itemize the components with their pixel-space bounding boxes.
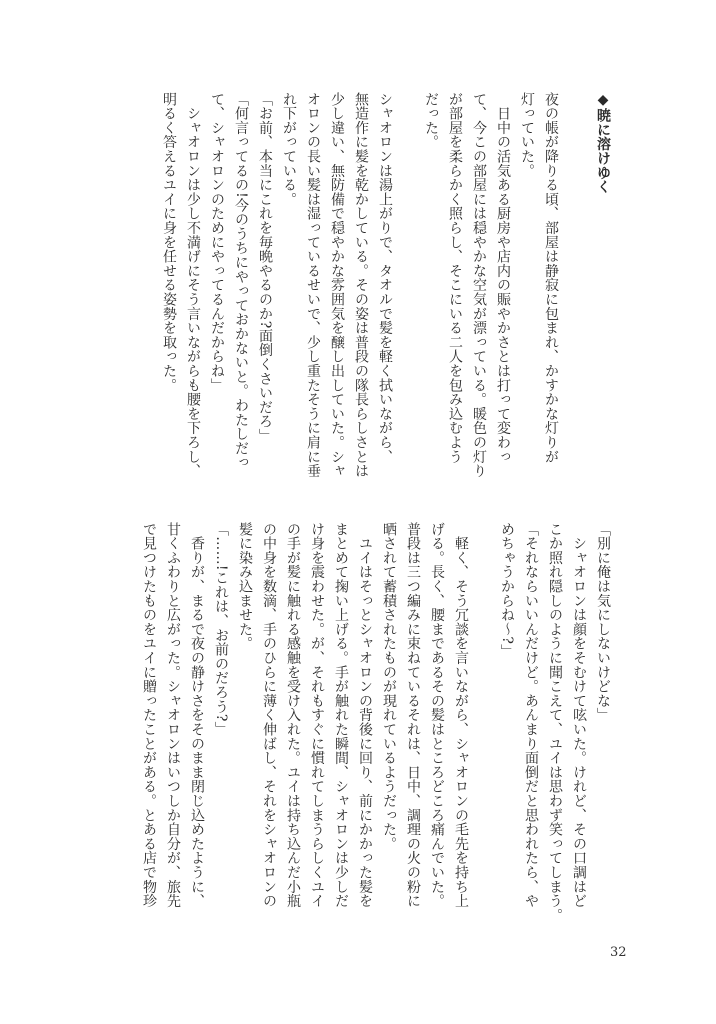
text-column: まとめて掬い上げる。手が触れた瞬間、シャオロンは少しだ	[333, 522, 349, 909]
chapter-title: ◆暁に溶けゆく	[595, 92, 611, 195]
text-column: オロンの長い髪は湿っているせいで、少し重たそうに肩に垂	[305, 92, 321, 479]
text-column: の中身を数滴、手のひらに薄く伸ばし、それをシャオロンの	[261, 522, 277, 909]
dialogue-column: 「お前、本当にこれを毎晩やるのか?面倒くさいだろ」	[257, 92, 273, 444]
text-column: 香りが、まるで夜の静けさをそのまま閉じ込めたように、	[189, 522, 205, 909]
text-column: 夜の帳が降りる頃、部屋は静寂に包まれ、かすかな灯りが	[543, 92, 559, 464]
text-column: だった。	[423, 92, 439, 150]
dialogue-column: 「何言ってるの!今のうちにやっておかないと。わたしだっ	[233, 92, 249, 470]
dialogue-column: 「別に俺は気にしないけどな」	[595, 522, 611, 723]
text-column: 日中の活気ある厨房や店内の賑やかさとは打って変わっ	[495, 92, 511, 464]
text-column: 明るく答えるユイに身を任せる姿勢を取った。	[161, 92, 177, 393]
text-column: が部屋を柔らかく照らし、そこにいる二人を包み込むよう	[447, 92, 463, 464]
text-column: 晒されて蓄積されたものが現れているようだった。	[381, 522, 397, 851]
dialogue-column: 「それならいいんだけど。あんまり面倒だと思われたら、や	[523, 522, 539, 909]
text-column: シャオロンは少し不満げにそう言いながらも腰を下ろし、	[185, 92, 201, 479]
upper-text-block	[110, 92, 615, 504]
text-column: れ下がっている。	[281, 92, 297, 207]
text-column: ユイはそっとシャオロンの背後に回り、前にかかった髪を	[357, 522, 373, 909]
text-column: 灯っていた。	[519, 92, 535, 178]
dialogue-column: めちゃうからね〜?」	[499, 522, 515, 659]
text-column: 甘くふわりと広がった。シャオロンはいつしか自分が、旅先	[165, 522, 181, 909]
page-number: 32	[610, 945, 627, 960]
text-column: 無造作に髪を乾かしている。その姿は普段の隊長らしさとは	[353, 92, 369, 479]
text-column: 髪に染み込ませた。	[237, 522, 253, 651]
text-column: て、今この部屋には穏やかな空気が漂っている。暖色の灯り	[471, 92, 487, 479]
dialogue-column: 「……!これは、お前のだろう?」	[213, 522, 229, 736]
text-column: シャオロンは湯上がりで、タオルで髪を軽く拭いながら、	[377, 92, 393, 464]
text-column: の手が髪に触れる感触を受け入れた。ユイは持ち込んだ小瓶	[285, 522, 301, 909]
text-column: こか照れ隠しのように聞こえて、ユイは思わず笑ってしまう。	[547, 522, 563, 923]
text-column: で見つけたものをユイに贈ったことがある。とある店で物珍	[141, 522, 157, 909]
text-column: 軽く、そう冗談を言いながら、シャオロンの毛先を持ち上	[453, 522, 469, 909]
text-column: 普段は三つ編みに束ねているそれは、日中、調理の火の粉に	[405, 522, 421, 909]
text-column: 少し違い、無防備で穏やかな雰囲気を醸し出していた。シャ	[329, 92, 345, 479]
dialogue-column: て、シャオロンのためにやってるんだからね」	[209, 92, 225, 393]
text-column: け身を震わせた。が、それもすぐに慣れてしまうらしくユイ	[309, 522, 325, 909]
text-column: げる。長く、腰まであるその髪はところどころ痛んでいた。	[429, 522, 445, 909]
text-column: シャオロンは顔をそむけて呟いた。けれど、その口調はど	[571, 522, 587, 909]
lower-text-block	[110, 522, 615, 942]
